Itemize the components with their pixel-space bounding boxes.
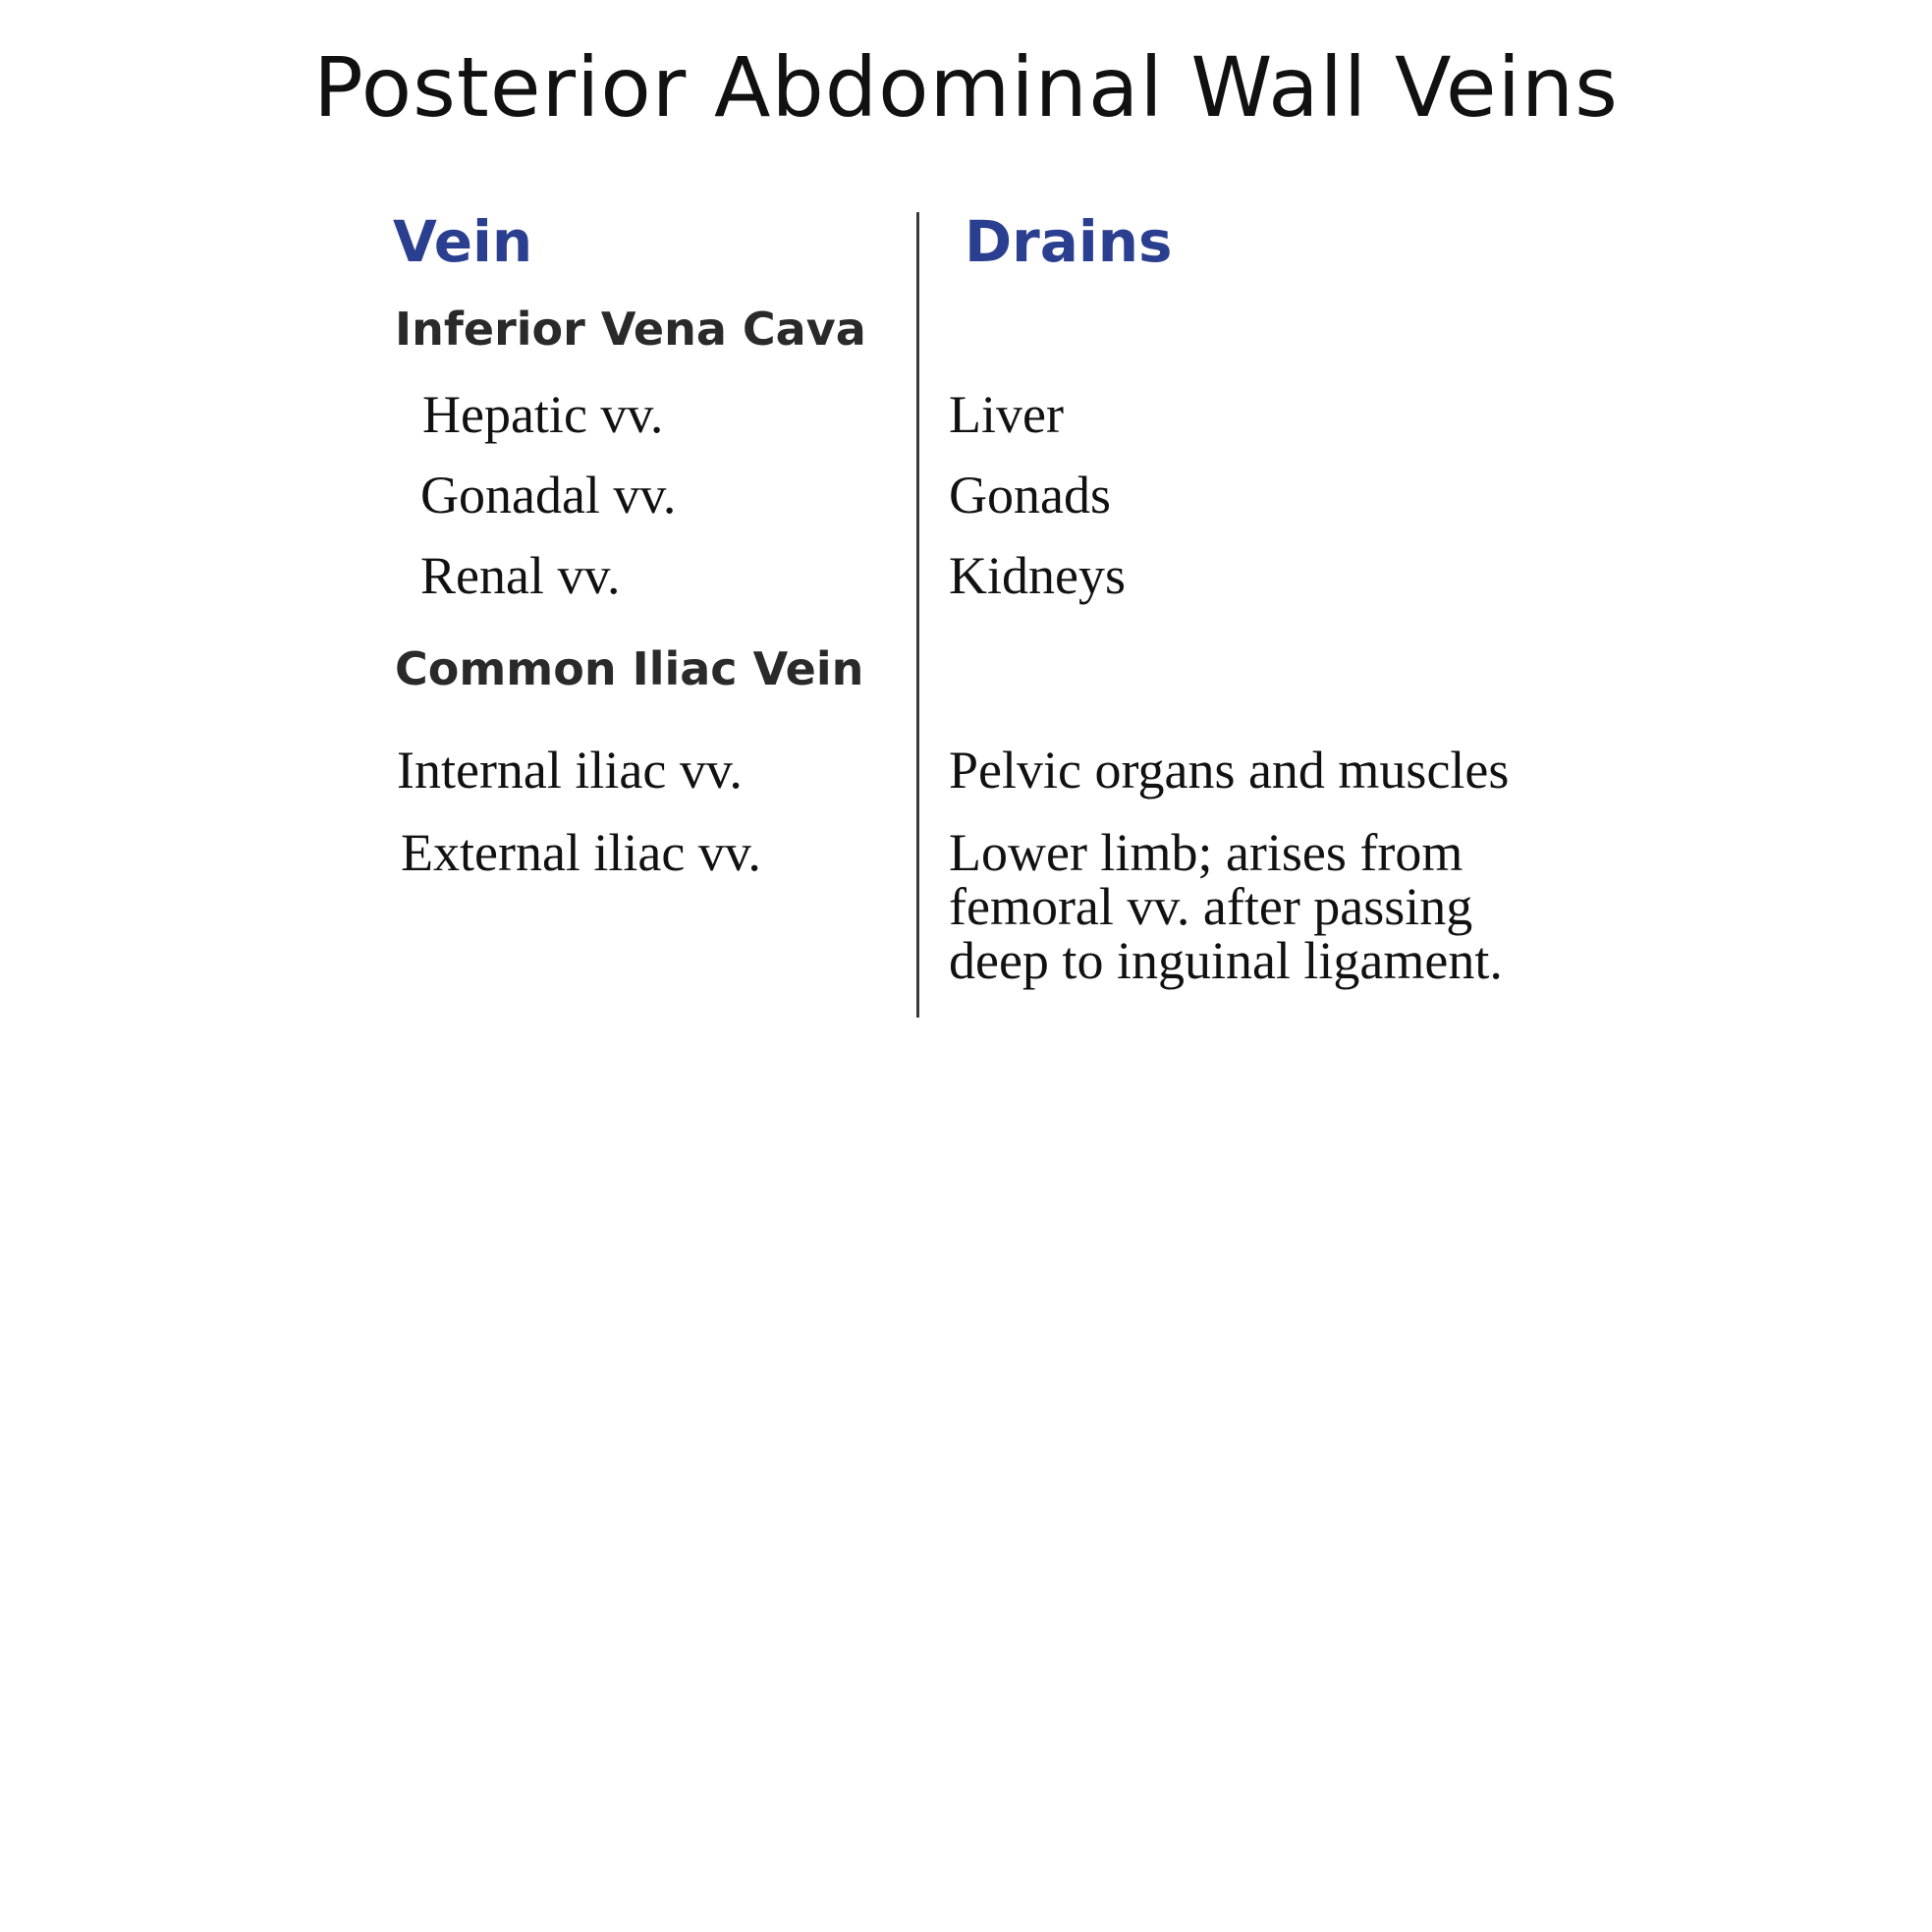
vein-external-iliac: External iliac vv. <box>401 823 761 882</box>
vein-hepatic: Hepatic vv. <box>422 385 664 444</box>
drains-liver: Liver <box>949 385 1064 444</box>
column-divider <box>916 212 919 1018</box>
drains-pelvic: Pelvic organs and muscles <box>949 741 1510 800</box>
vein-internal-iliac: Internal iliac vv. <box>397 741 743 800</box>
drains-lower-limb-line-1: Lower limb; arises from <box>949 823 1463 882</box>
drains-lower-limb-line-2: femoral vv. after passing <box>949 877 1473 936</box>
vein-renal: Renal vv. <box>420 546 621 605</box>
drains-gonads: Gonads <box>949 466 1111 524</box>
vein-gonadal: Gonadal vv. <box>420 466 677 524</box>
header-vein: Vein <box>393 208 533 275</box>
header-drains: Drains <box>965 208 1173 275</box>
group-common-iliac: Common Iliac Vein <box>395 642 864 695</box>
page-title: Posterior Abdominal Wall Veins <box>313 39 1619 136</box>
group-ivc: Inferior Vena Cava <box>395 303 866 356</box>
drains-kidneys: Kidneys <box>949 546 1126 605</box>
drains-lower-limb-line-3: deep to inguinal ligament. <box>949 931 1503 990</box>
